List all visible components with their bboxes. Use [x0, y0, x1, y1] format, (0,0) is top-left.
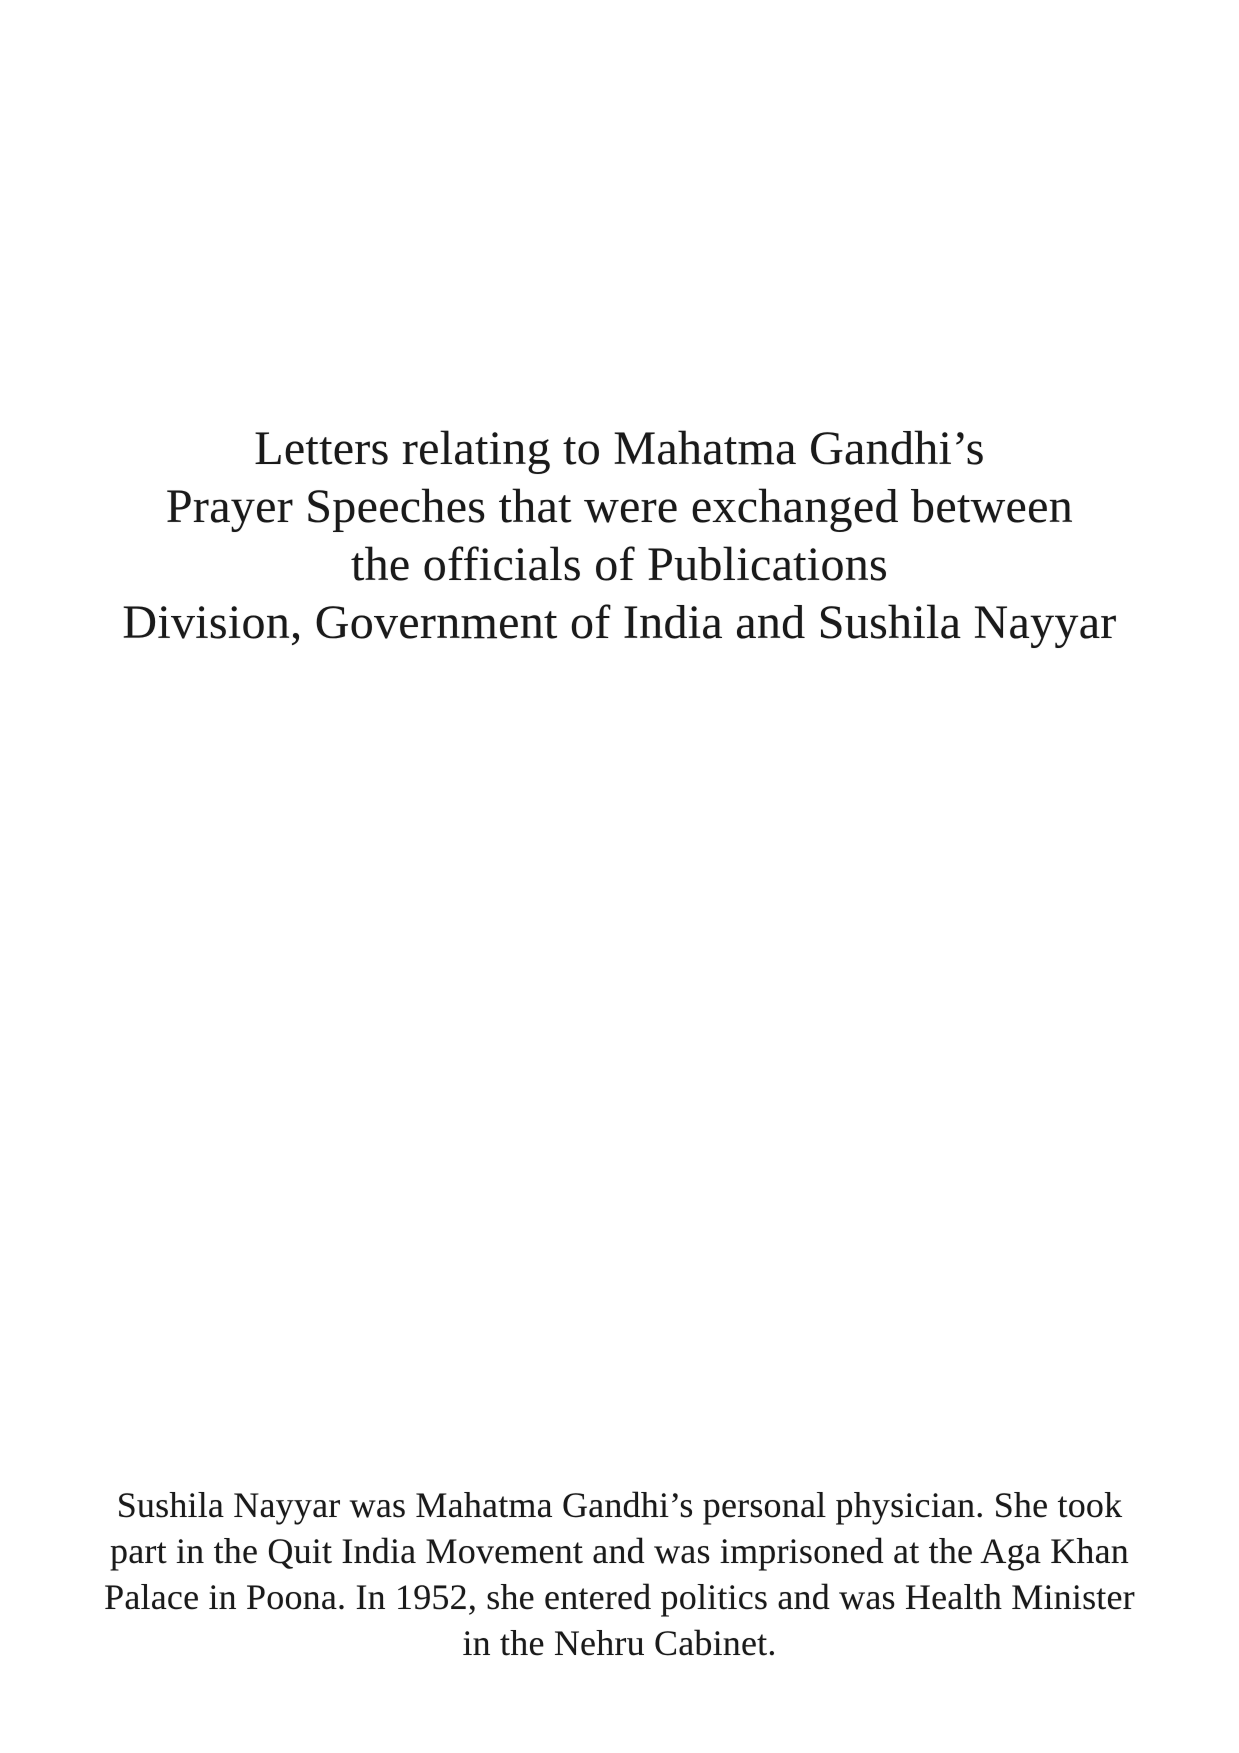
document-title: [0, 420, 1239, 652]
title-line-4: Division, Government of India and Sushila Nayyar: [122, 596, 1117, 649]
author-note: [0, 1482, 1239, 1666]
author-note-line-3: Palace in Poona. In 1952, she entered politics and was Health Minister: [104, 1577, 1135, 1617]
title-line-1: Letters relating to Mahatma Gandhi’s: [254, 422, 985, 475]
author-note-line-4: in the Nehru Cabinet.: [462, 1623, 777, 1663]
author-note-line-2: part in the Quit India Movement and was imprisoned at the Aga Khan: [110, 1531, 1129, 1571]
title-line-2: Prayer Speeches that were exchanged between: [165, 480, 1074, 533]
title-line-3: the officials of Publications: [350, 538, 889, 591]
author-note-line-1: Sushila Nayyar was Mahatma Gandhi’s personal physician. She took: [116, 1485, 1123, 1525]
